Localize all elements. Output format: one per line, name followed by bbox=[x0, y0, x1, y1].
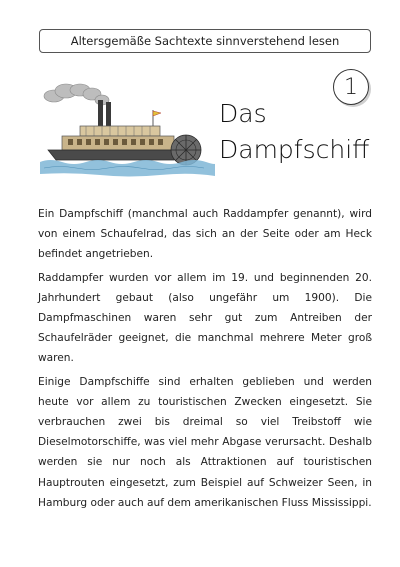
chimney bbox=[98, 100, 103, 128]
paddle-steamer-icon bbox=[40, 80, 215, 180]
page-title bbox=[219, 96, 369, 168]
title-line-2: Dampfschiff bbox=[219, 135, 370, 164]
chimney bbox=[106, 102, 111, 128]
hull bbox=[48, 150, 180, 160]
worksheet-header bbox=[39, 29, 371, 53]
body-text bbox=[38, 204, 372, 516]
paragraph: Einige Dampfschiffe sind erhalten geblieben und werden heute vor allem zu touristischen Zwecken eingesetzt. Sie verbrauchen zwei bis dreimal so viel Treibstoff wie Dieselmotorschiffe, was viel mehr Abgase verursacht. Deshalb werden sie nur noch als Attraktionen auf touristischen Hauptrouten eingesetzt, zum Beispiel auf Schweizer Seen, in Hamburg oder auch auf dem amerikanischen Fluss Mississippi. bbox=[38, 375, 372, 509]
flag bbox=[153, 111, 161, 116]
paragraph: Ein Dampfschiff (manchmal auch Raddampfer genannt), wird von einem Schaufelrad, das sich an der Seite oder am Heck befindet angetrieben. bbox=[38, 208, 372, 261]
upper-deck bbox=[80, 126, 160, 136]
water bbox=[40, 160, 215, 177]
header-subtitle: Altersgemäße Sachtexte sinnverstehend lesen bbox=[70, 34, 340, 48]
title-line-1: Das bbox=[219, 99, 267, 128]
page-number: 1 bbox=[344, 74, 358, 100]
paragraph: Raddampfer wurden vor allem im 19. und beginnenden 20. Jahrhundert gebaut (also ungefähr um 1900). Die Dampfmaschinen waren sehr gut zum Antreiben der Schaufelräder geeignet, die manchmal mehrere Meter groß waren. bbox=[38, 271, 372, 365]
